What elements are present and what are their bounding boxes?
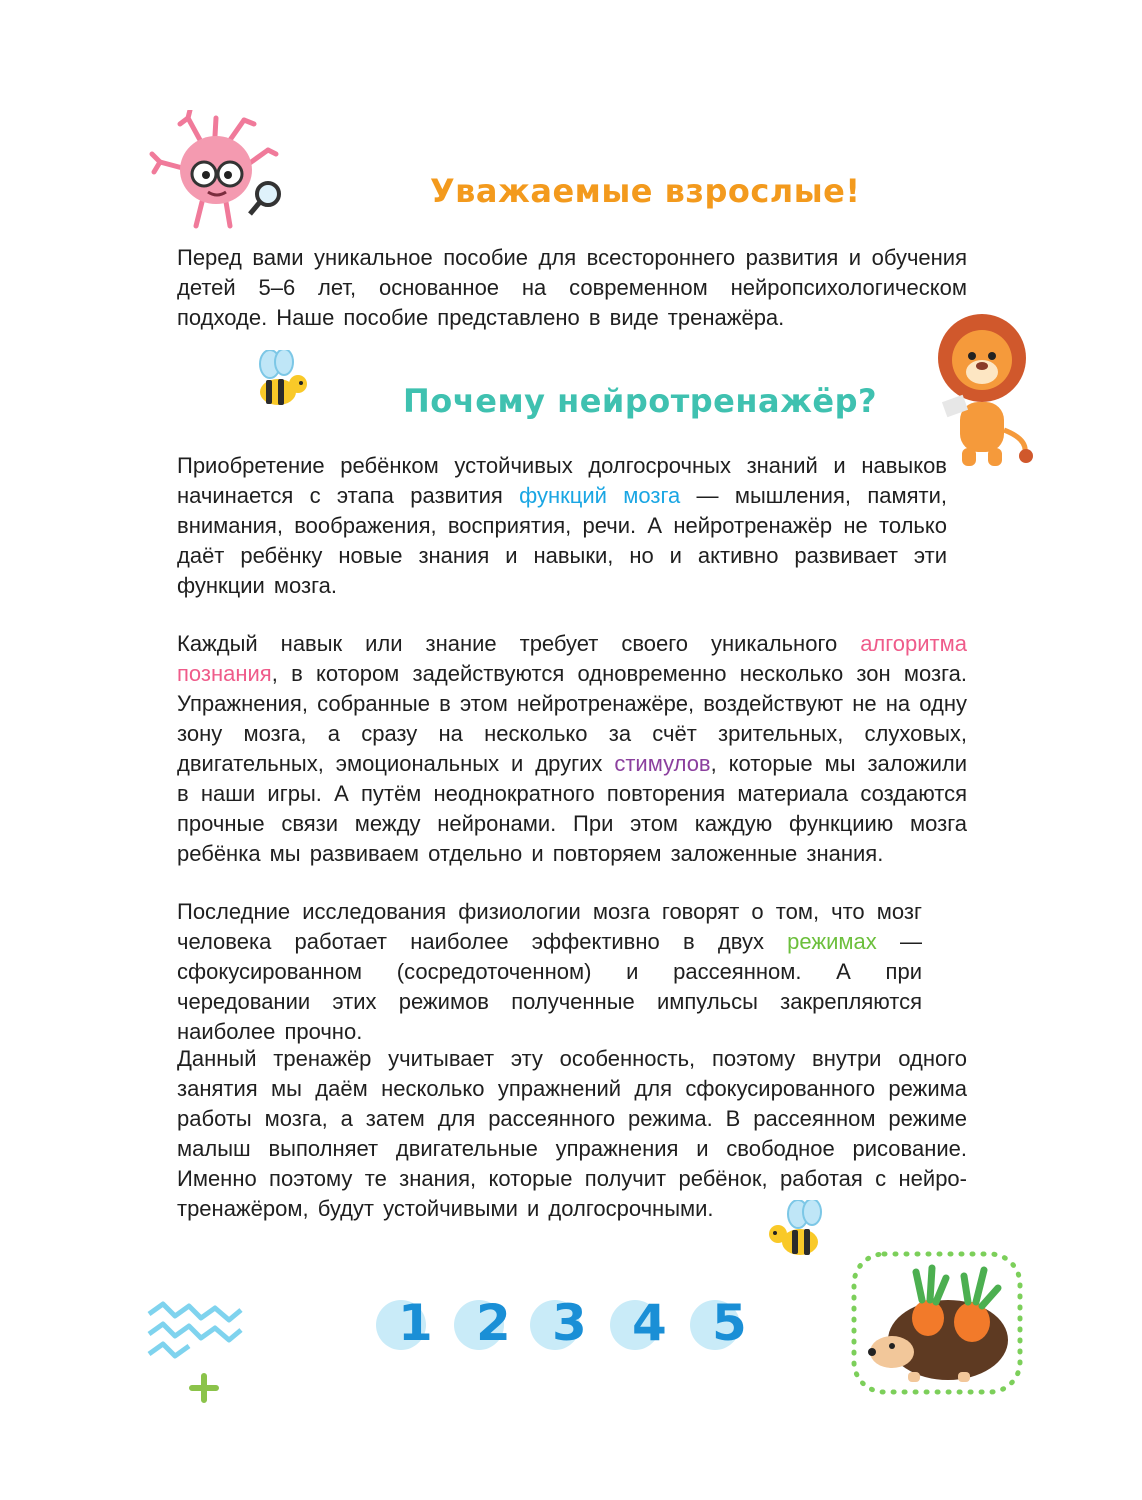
number-label: 3 — [552, 1294, 587, 1352]
number-label: 1 — [398, 1294, 433, 1352]
number-label: 4 — [632, 1294, 667, 1352]
number-label: 5 — [712, 1294, 747, 1352]
paragraph-modes — [177, 897, 922, 1047]
highlight-algorithm: алгоритма познания — [177, 631, 967, 686]
hedgehog-illustration — [848, 1248, 1028, 1398]
lesson-numbers — [372, 1294, 752, 1360]
paragraph-algorithm — [177, 629, 967, 869]
lion-illustration — [930, 310, 1045, 470]
zigzag-decoration — [145, 1300, 245, 1360]
paragraph-brain-functions — [177, 451, 947, 601]
bee-illustration — [250, 350, 312, 412]
paragraph-text: — сфокусированном (сосредоточенном) и рассеянном. А при чередовании этих режимов полученные импульсы закрепляются наиболее прочно. — [177, 929, 922, 1044]
bee-illustration — [764, 1200, 826, 1262]
number-circle — [610, 1294, 667, 1352]
plus-decoration — [188, 1372, 220, 1404]
number-circle — [530, 1294, 587, 1352]
page-title: Уважаемые взрослые! — [430, 172, 861, 210]
number-circle — [376, 1294, 433, 1352]
highlight-brain-functions: функций мозга — [519, 483, 681, 508]
number-label: 2 — [476, 1294, 511, 1352]
intro-paragraph: Перед вами уникальное пособие для всестороннего развития и обучения детей 5–6 лет, основанное на современном нейропсихологическом подходе. Наше пособие представлено в виде тренажёра. — [177, 245, 967, 330]
paragraph-text: — мышления, памяти, внимания, воображения, восприятия, речи. А нейротренажёр не только даёт ребёнку новые знания и навыки, но и активно развивает эти функции мозга. — [177, 483, 947, 598]
number-circle — [454, 1294, 511, 1352]
paragraph-text: , которые мы заложили в наши игры. А путём неоднократного повторения материала создаются прочные связи между нейронами. При этом каждую функциию мозга ребёнка мы развиваем отдельно и повторяем заложенные знания. — [177, 751, 967, 866]
highlight-modes: режимах — [787, 929, 877, 954]
paragraph-trainer: Данный тренажёр учитывает эту особенность, поэтому внутри одного занятия мы даём несколько упражнений для сфокусированного режима работы мозга, а затем для рассеянного режима. В рассеянном режиме малыш выполняет двигательные упражнения и свободное рисование. Именно поэтому те знания, которые получит ребёнок, работая с нейро-тренажёром, будут устойчивыми и долгосрочными. — [177, 1046, 967, 1221]
highlight-stimuli: стимулов — [614, 751, 711, 776]
neuron-mascot-illustration — [140, 110, 290, 230]
paragraph-text: , в котором задействуются одновременно несколько зон мозга. Упражнения, собранные в этом нейротренажёре, воздействуют не на одну зону мозга, а сразу на несколько за счёт зрительных, слуховых, двигательных, эмоциональных и других — [177, 661, 967, 776]
number-circle — [690, 1294, 747, 1352]
paragraph-text: Приобретение ребёнком устойчивых долгосрочных знаний и навыков начинается с этапа развития — [177, 453, 947, 508]
section-title: Почему нейротренажёр? — [403, 382, 878, 420]
paragraph-text: Каждый навык или знание требует своего уникального — [177, 631, 861, 656]
paragraph-text: Последние исследования физиологии мозга говорят о том, что мозг человека работает наиболее эффективно в двух — [177, 899, 922, 954]
